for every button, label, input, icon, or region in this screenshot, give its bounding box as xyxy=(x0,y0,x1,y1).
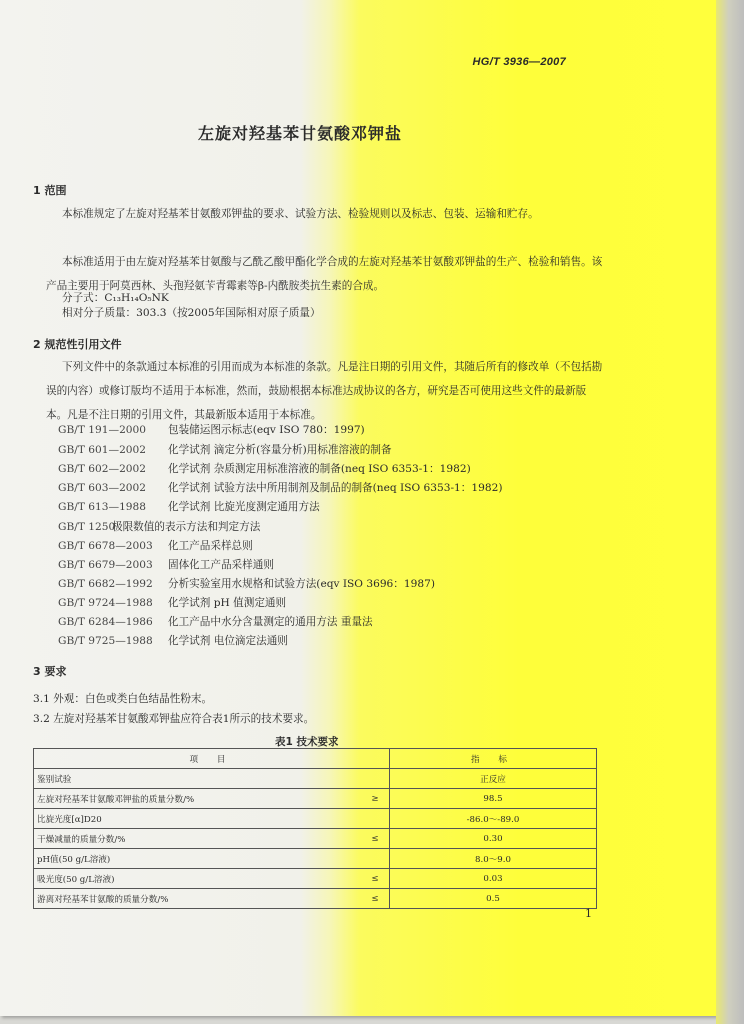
clause-3-1: 3.1 外观：白色或类白色结晶性粉末。 xyxy=(33,693,213,705)
row-relation: ≥ xyxy=(361,789,390,809)
table-row xyxy=(34,849,597,869)
reference-item: GB/T 613—1988 化学试剂 比旋光度测定通用方法 xyxy=(58,501,320,513)
reference-item: GB/T 602—2002 化学试剂 杂质测定用标准溶液的制备(neq ISO 6353-1：1982) xyxy=(58,463,471,475)
row-item: 左旋对羟基苯甘氨酸邓钾盐的质量分数/% xyxy=(34,789,362,809)
clause-3-2: 3.2 左旋对羟基苯甘氨酸邓钾盐应符合表1所示的技术要求。 xyxy=(33,713,315,725)
reference-item: GB/T 603—2002 化学试剂 试验方法中所用制剂及制品的制备(neq ISO 6353-1：1982) xyxy=(58,482,503,494)
row-relation xyxy=(361,849,390,869)
reference-item: GB/T 6284—1986 化工产品中水分含量测定的通用方法 重量法 xyxy=(58,616,373,628)
row-relation xyxy=(361,809,390,829)
table-row xyxy=(34,829,597,849)
section-1-paragraph-2: 本标准适用于由左旋对羟基苯甘氨酸与乙酰乙酸甲酯化学合成的左旋对羟基苯甘氨酸邓钾盐的生产、检验和销售。该产品主要用于阿莫西林、头孢羟氨苄青霉素等β-内酰胺类抗生素的合成。 xyxy=(46,256,603,292)
row-value: 0.30 xyxy=(390,829,597,849)
row-item: 比旋光度[α]D20 xyxy=(34,809,362,829)
reference-item: GB/T 1250极限数值的表示方法和判定方法 xyxy=(58,521,261,533)
table-caption: 表1 技术要求 xyxy=(275,736,339,748)
scan-edge xyxy=(716,0,744,1024)
section-1-paragraph-1: 本标准规定了左旋对羟基苯甘氨酸邓钾盐的要求、试验方法、检验规则以及标志、包装、运输和贮存。 xyxy=(62,208,539,220)
row-relation: ≤ xyxy=(361,829,390,849)
row-value: 8.0～9.0 xyxy=(390,849,597,869)
table-row xyxy=(34,889,597,909)
row-relation: ≤ xyxy=(361,889,390,909)
page-title: 左旋对羟基苯甘氨酸邓钾盐 xyxy=(197,124,402,143)
reference-item: GB/T 191—2000 包装储运图示标志(eqv ISO 780：1997) xyxy=(58,424,365,436)
section-2-paragraph: 下列文件中的条款通过本标准的引用而成为本标准的条款。凡是注日期的引用文件，其随后所有的修改单（不包括勘误的内容）或修订版均不适用于本标准，然而，鼓励根据本标准达成协议的各方，研究是否可使用这些文件的最新版本。凡是不注日期的引用文件，其最新版本适用于本标准。 xyxy=(46,361,603,421)
row-item: 干燥减量的质量分数/% xyxy=(34,829,362,849)
column-header-value: 指 标 xyxy=(390,749,597,769)
row-item: pH值(50 g/L溶液) xyxy=(34,849,362,869)
reference-item: GB/T 9725—1988 化学试剂 电位滴定法通则 xyxy=(58,635,288,647)
section-2-heading: 2 规范性引用文件 xyxy=(33,338,122,351)
table-header-row xyxy=(34,749,597,769)
page-number: 1 xyxy=(585,907,592,920)
reference-item: GB/T 6678—2003 化工产品采样总则 xyxy=(58,540,253,552)
molecular-mass: 相对分子质量：303.3（按2005年国际相对原子质量） xyxy=(62,307,321,319)
technical-requirements-table xyxy=(33,748,597,909)
row-item: 游离对羟基苯甘氨酸的质量分数/% xyxy=(34,889,362,909)
row-value: 0.5 xyxy=(390,889,597,909)
molecular-formula: 分子式：C₁₃H₁₄O₅NK xyxy=(62,292,169,304)
reference-item: GB/T 601—2002 化学试剂 滴定分析(容量分析)用标准溶液的制备 xyxy=(58,444,392,456)
table-row xyxy=(34,809,597,829)
row-value: 0.03 xyxy=(390,869,597,889)
document-number: HG/T 3936—2007 xyxy=(472,56,566,68)
column-header-item: 项 目 xyxy=(34,749,390,769)
table-row xyxy=(34,789,597,809)
row-value: 正反应 xyxy=(390,769,597,789)
row-item: 鉴别试验 xyxy=(34,769,362,789)
row-relation: ≤ xyxy=(361,869,390,889)
section-1-heading: 1 范围 xyxy=(33,184,67,197)
row-value: -86.0～-89.0 xyxy=(390,809,597,829)
table-row xyxy=(34,769,597,789)
row-value: 98.5 xyxy=(390,789,597,809)
row-relation xyxy=(361,769,390,789)
table-row xyxy=(34,869,597,889)
reference-item: GB/T 6679—2003 固体化工产品采样通则 xyxy=(58,559,274,571)
row-item: 吸光度(50 g/L溶液) xyxy=(34,869,362,889)
reference-item: GB/T 9724—1988 化学试剂 pH 值测定通则 xyxy=(58,597,287,609)
section-3-heading: 3 要求 xyxy=(33,665,67,678)
reference-item: GB/T 6682—1992 分析实验室用水规格和试验方法(eqv ISO 3696：1987) xyxy=(58,578,435,590)
